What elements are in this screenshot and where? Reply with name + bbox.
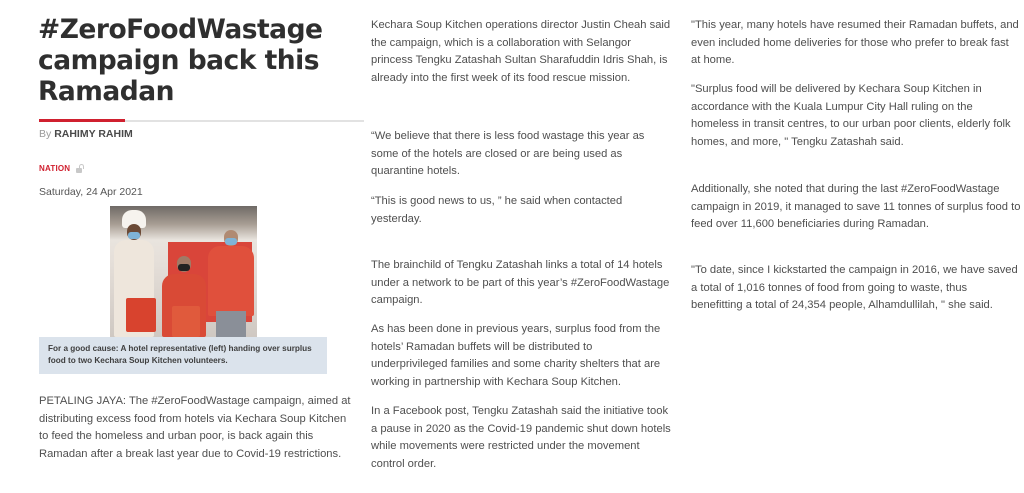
category-link-nation[interactable]: NATION — [39, 164, 71, 173]
article-paragraph: As has been done in previous years, surplus food from the hotels’ Ramadan buffets will be distributed to underprivileged families and some charity shelters that are working in partnership with Kechara Soup Kitchen. — [371, 323, 661, 389]
photo-food-bag-2 — [172, 306, 200, 337]
publish-date: Saturday, 24 Apr 2021 — [39, 186, 143, 198]
article-paragraph: "Surplus food will be delivered by Kechara Soup Kitchen in accordance with the Kuala Lumpur City Hall ruling on the homeless in transit centres, to our urban poor clients, elderly folk homes, and more, " Tengku Zatashah said. — [691, 83, 1011, 149]
article-paragraph: “This is good news to us, ” he said when contacted yesterday. — [371, 195, 623, 225]
photo-volunteer-man — [208, 246, 254, 316]
category-tag — [39, 164, 85, 173]
photo-chef-mask — [128, 232, 140, 239]
article-headline: #ZeroFoodWastage campaign back this Ramadan — [38, 14, 323, 107]
byline-prefix: By — [39, 128, 52, 140]
article-photo[interactable] — [110, 206, 257, 337]
photo-caption: For a good cause: A hotel representative (left) handing over surplus food to two Kechara Soup Kitchen volunteers. — [39, 337, 327, 374]
article-paragraph: Kechara Soup Kitchen operations director Justin Cheah said the campaign, which is a collaboration with Selangor princess Tengku Zatashah Sultan Sharafuddin Idris Shah, is already into the first week of its food rescue mission. — [371, 19, 671, 85]
photo-volunteer-man-legs — [216, 311, 246, 337]
photo-woman-mask — [178, 264, 190, 271]
byline — [39, 128, 133, 140]
article-paragraph: In a Facebook post, Tengku Zatashah said the initiative took a pause in 2020 as the Covid-19 pandemic shut down hotels while movements were restricted under the movement control order. — [371, 405, 671, 471]
unlock-icon — [76, 164, 85, 173]
photo-food-bag-1 — [126, 298, 156, 332]
article-paragraph: Additionally, she noted that during the last #ZeroFoodWastage campaign in 2019, it managed to save 11 tonnes of surplus food to feed over 11,600 beneficiaries during Ramadan. — [691, 183, 1021, 231]
article-paragraph: "To date, since I kickstarted the campaign in 2016, we have saved a total of 1,016 tonnes of food from going to waste, thus benefitting a total of 24,354 people, Alhamdullilah, " she said. — [691, 264, 1018, 312]
article-paragraph: "This year, many hotels have resumed their Ramadan buffets, and even included home deliveries for those who prefer to break fast at home. — [691, 19, 1019, 67]
article-paragraph: PETALING JAYA: The #ZeroFoodWastage campaign, aimed at distributing excess food from hotels via Kechara Soup Kitchen to feed the homeless and urban poor, is back again this Ramadan after a break last year due to Covid-19 restrictions. — [39, 395, 351, 461]
author-link[interactable]: RAHIMY RAHIM — [54, 128, 133, 140]
article-paragraph: The brainchild of Tengku Zatashah links a total of 14 hotels under a network to be part of this year’s #ZeroFoodWastage campaign. — [371, 259, 670, 307]
article-paragraph: “We believe that there is less food wastage this year as some of the hotels are closed or are being used as quarantine hotels. — [371, 130, 645, 178]
headline-accent-bar — [39, 119, 125, 122]
photo-man-mask — [225, 238, 237, 245]
